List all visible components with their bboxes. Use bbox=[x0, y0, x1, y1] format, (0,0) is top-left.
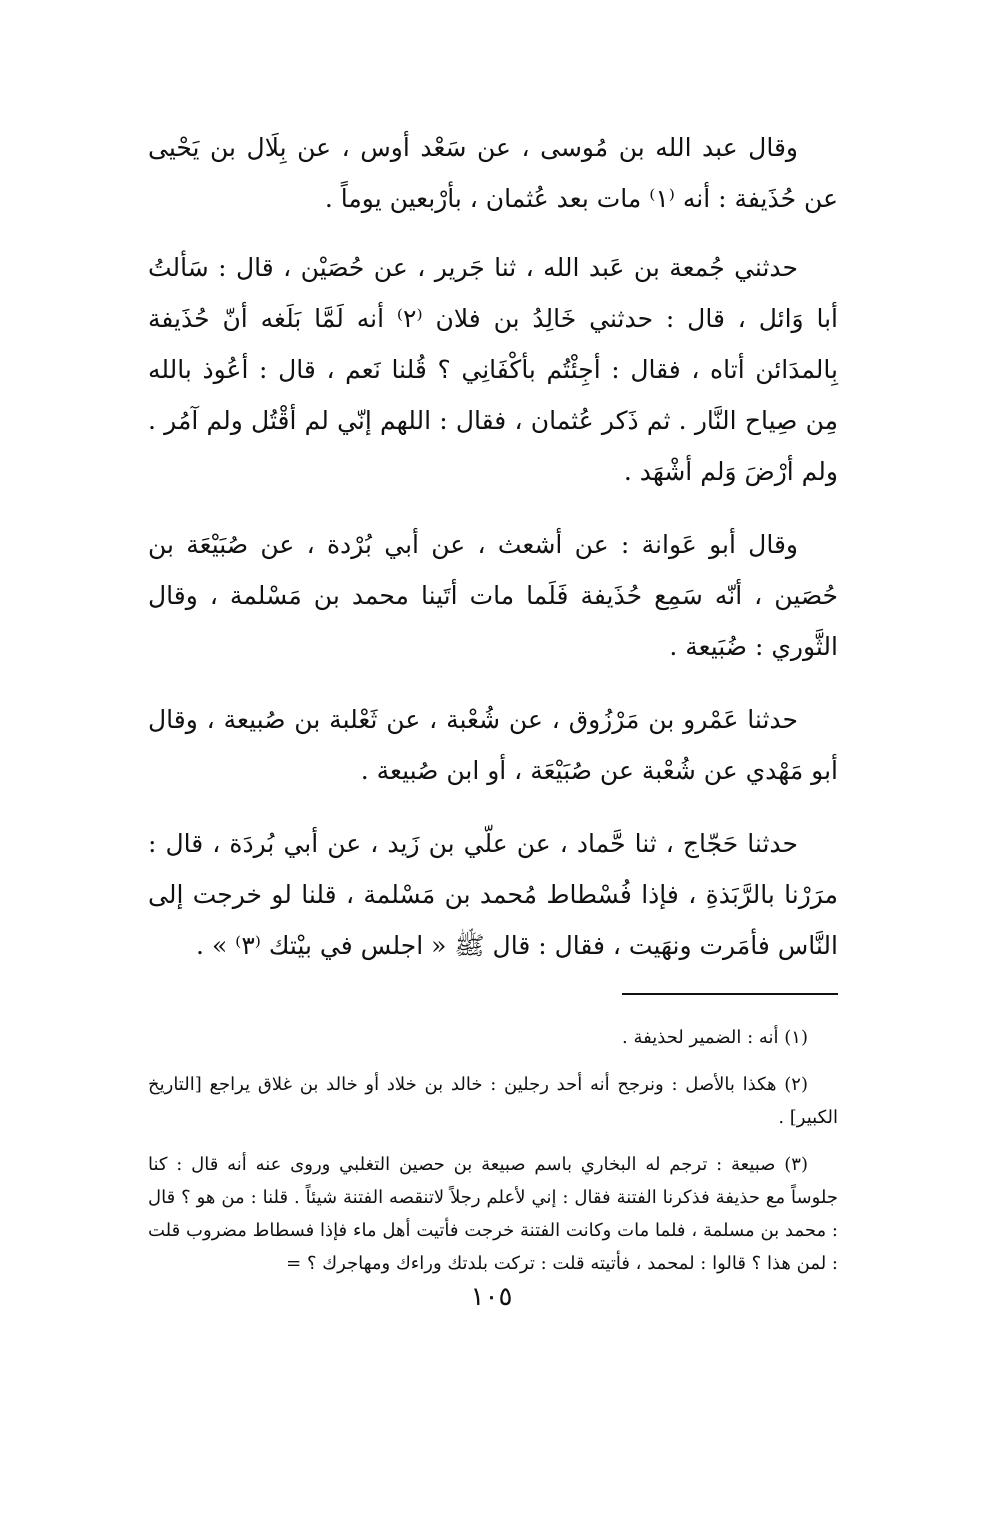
main-text bbox=[148, 122, 838, 971]
footnote-3: (٣) صبيعة : ترجم له البخاري باسم صبيعة بن حصين التغلبي وروى عنه أنه قال : كنا جلوساً مع حذيفة فذكرنا الفتنة فقال : إني لأعلم رجلاً لاتنقصه الفتنة شيئاً . قلنا : من هو ؟ قال : محمد بن مسلمة ، فلما مات وكانت الفتنة خرجت فأتيت أهل ماء فإذا فسطاط مضروب قلت : لمن هذا ؟ قالوا : لمحمد ، فأتيته قلت : تركت بلدتك وراءك ومهاجرك ؟ = bbox=[148, 1154, 838, 1274]
paragraph-4: حدثنا عَمْرو بن مَرْزُوق ، عن شُعْبة ، عن ثَعْلبة بن صُبيعة ، وقال أبو مَهْدي عن شُعْبة عن صُبَيْعَة ، أو ابن صُبيعة . bbox=[148, 705, 838, 785]
footnotes bbox=[148, 1021, 838, 1280]
paragraph-1: وقال عبد الله بن مُوسى ، عن سَعْد أوس ، عن بِلَال بن يَحْيى عن حُذَيفة : أنه ⁽١⁾ مات بعد عُثمان ، بأرْبعين يوماً . bbox=[148, 133, 838, 213]
footnote-2: (٢) هكذا بالأصل : ونرجح أنه أحد رجلين : خالد بن خلاد أو خالد بن غلاق يراجع [التاريخ الكبير] . bbox=[148, 1074, 838, 1128]
paragraph-3: وقال أبو عَوانة : عن أشعث ، عن أبي بُرْدة ، عن صُبَيْعَة بن حُصَين ، أنّه سَمِع حُذَيفة فَلَما مات أتَينا محمد بن مَسْلمة ، وقال الثَّوري : ضُبَيعة . bbox=[148, 530, 838, 661]
page-number: ١٠٥ bbox=[470, 1282, 513, 1312]
footnote-divider bbox=[622, 993, 838, 995]
paragraph-5: حدثنا حَجّاج ، ثنا حَّماد ، عن علّي بن زَيد ، عن أبي بُردَة ، قال : مرَرْنا بالرَّبَذةِ ، فإذا فُسْطاط مُحمد بن مَسْلمة ، قلنا لو خرجت إلى النَّاس فأمَرت ونهَيت ، فقال : قال ﷺ « اجلس في بيْتك ⁽٣⁾ » . bbox=[148, 829, 838, 960]
paragraph-2: حدثني جُمعة بن عَبد الله ، ثنا جَرير ، عن حُصَيْن ، قال : سَألتُ أبا وَائل ، قال : حدثني خَالِدُ بن فلان ⁽٢⁾ أنه لَمَّا بَلَغه أنّ حُذَيفة بِالمدَائن أتاه ، فقال : أجِئْتُم بأكْفَانِي ؟ قُلنا نَعم ، قال : أعُوذ بالله مِن صِياح النَّار . ثم ذَكر عُثمان ، فقال : اللهم إنّي لم أقْتُل ولم آمُر . ولم أرْضَ وَلم أشْهَد . bbox=[148, 253, 838, 486]
footnote-1: (١) أنه : الضمير لحذيفة . bbox=[622, 1027, 808, 1048]
book-page bbox=[148, 122, 838, 1294]
